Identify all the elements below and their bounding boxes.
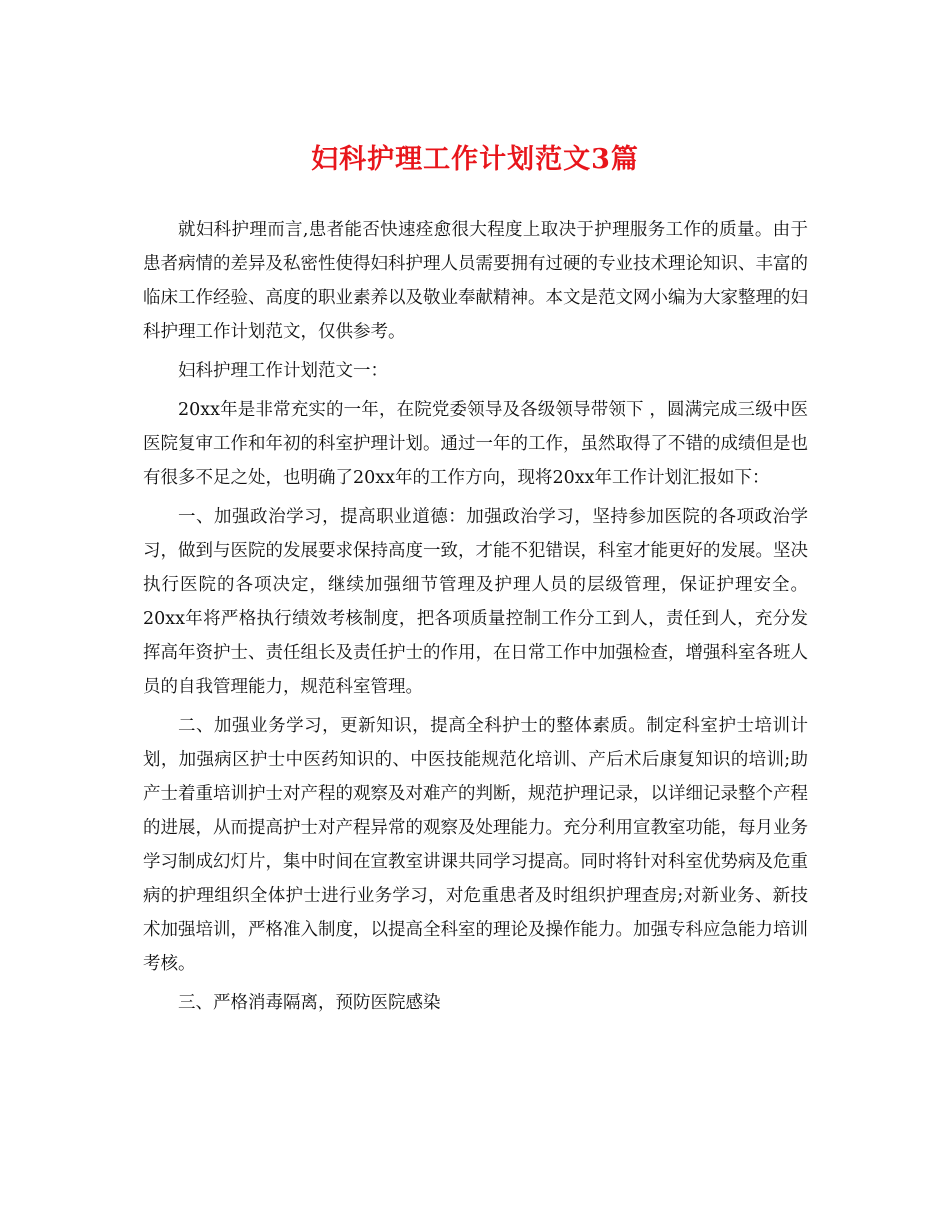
body-paragraph: 二、加强业务学习，更新知识，提高全科护士的整体素质。制定科室护士培训计划，加强病区护士中医药知识的、中医技能规范化培训、产后术后康复知识的培训;助产士着重培训护士对产程的观察及对难产的判断，规范护理记录，以详细记录整个产程的进展，从而提高护士对产程异常的观察及处理能力。充分利用宣教室功能，每月业务学习制成幻灯片，集中时间在宣教室讲课共同学习提高。同时将针对科室优势病及危重病的护理组织全体护士进行业务学习，对危重患者及时组织护理查房;对新业务、新技术加强培训，严格准入制度，以提高全科室的理论及操作能力。加强专科应急能力培训考核。	[143, 716, 808, 974]
body-paragraph: 20xx年是非常充实的一年，在院党委领导及各级领导带领下 ，圆满完成三级中医医院复审工作和年初的科室护理计划。通过一年的工作，虽然取得了不错的成绩但是也有很多不足之处，也明确了20xx年的工作方向，现将20xx年工作计划汇报如下：	[143, 400, 808, 488]
document-title: 妇科护理工作计划范文3篇	[311, 144, 639, 175]
document-body	[143, 213, 808, 1025]
section-heading: 妇科护理工作计划范文一：	[178, 361, 388, 381]
body-paragraph: 三、严格消毒隔离，预防医院感染	[178, 993, 441, 1013]
intro-paragraph: 就妇科护理而言,患者能否快速痊愈很大程度上取决于护理服务工作的质量。由于患者病情的差异及私密性使得妇科护理人员需要拥有过硬的专业技术理论知识、丰富的临床工作经验、高度的职业素养以及敬业奉献精神。本文是范文网小编为大家整理的妇科护理工作计划范文，仅供参考。	[143, 220, 808, 342]
body-paragraph: 一、加强政治学习，提高职业道德：加强政治学习，坚持参加医院的各项政治学习，做到与医院的发展要求保持高度一致，才能不犯错误，科室才能更好的发展。坚决执行医院的各项决定，继续加强细节管理及护理人员的层级管理，保证护理安全。20xx年将严格执行绩效考核制度，把各项质量控制工作分工到人，责任到人，充分发挥高年资护士、责任组长及责任护士的作用，在日常工作中加强检查，增强科室各班人员的自我管理能力，规范科室管理。	[143, 507, 808, 697]
